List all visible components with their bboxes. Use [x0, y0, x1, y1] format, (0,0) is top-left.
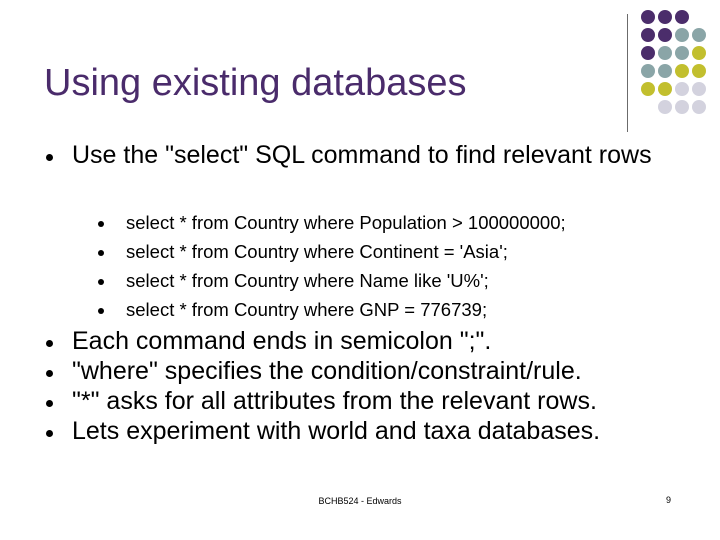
decor-dot — [658, 10, 672, 24]
decor-dot — [658, 82, 672, 96]
decor-dot — [658, 46, 672, 60]
decor-dot — [692, 100, 706, 114]
decor-dot — [692, 46, 706, 60]
page-number: 9 — [666, 495, 672, 505]
bullet-dot-icon — [46, 340, 53, 347]
decor-dot — [641, 64, 655, 78]
decor-dot — [641, 28, 655, 42]
decor-dot — [692, 28, 706, 42]
decor-dot — [658, 64, 672, 78]
sub-bullet-item: select * from Country where GNP = 776739; — [98, 295, 686, 324]
sub-bullet-item: select * from Country where Population > 100000000; — [98, 208, 686, 237]
bullet-dot-icon — [98, 308, 104, 314]
decor-dot — [658, 28, 672, 42]
decor-dot — [675, 64, 689, 78]
decor-dot — [692, 64, 706, 78]
bullet-dot-icon — [46, 430, 53, 437]
bullet-item: "where" specifies the condition/constraint/rule. — [46, 356, 686, 386]
decor-dot — [675, 100, 689, 114]
decor-dot — [675, 28, 689, 42]
bullet-item: "*" asks for all attributes from the relevant rows. — [46, 386, 686, 416]
bullet-dot-icon — [46, 400, 53, 407]
bullet-dot-icon — [46, 370, 53, 377]
decor-divider — [627, 14, 628, 132]
bullet-dot-icon — [98, 279, 104, 285]
decor-dot — [675, 82, 689, 96]
decor-dot — [675, 46, 689, 60]
bullet-dot-icon — [98, 221, 104, 227]
decor-dot — [692, 82, 706, 96]
sub-bullet-item: select * from Country where Continent = 'Asia'; — [98, 237, 686, 266]
decor-dot — [658, 100, 672, 114]
bullet-dot-icon — [98, 250, 104, 256]
decor-dot — [641, 10, 655, 24]
bullet-item: Lets experiment with world and taxa databases. — [46, 416, 686, 446]
decor-dot — [675, 10, 689, 24]
bullet-item: Each command ends in semicolon ";". — [46, 326, 686, 356]
decor-dot — [641, 46, 655, 60]
bullet-item: Use the "select" SQL command to find relevant rows — [46, 140, 686, 200]
bullet-list — [46, 140, 686, 446]
sub-bullet-item: select * from Country where Name like 'U%'; — [98, 266, 686, 295]
slide-title: Using existing databases — [44, 62, 467, 104]
decor-dot — [641, 82, 655, 96]
bullet-dot-icon — [46, 154, 53, 161]
slide-footer: BCHB524 - Edwards — [318, 496, 402, 506]
